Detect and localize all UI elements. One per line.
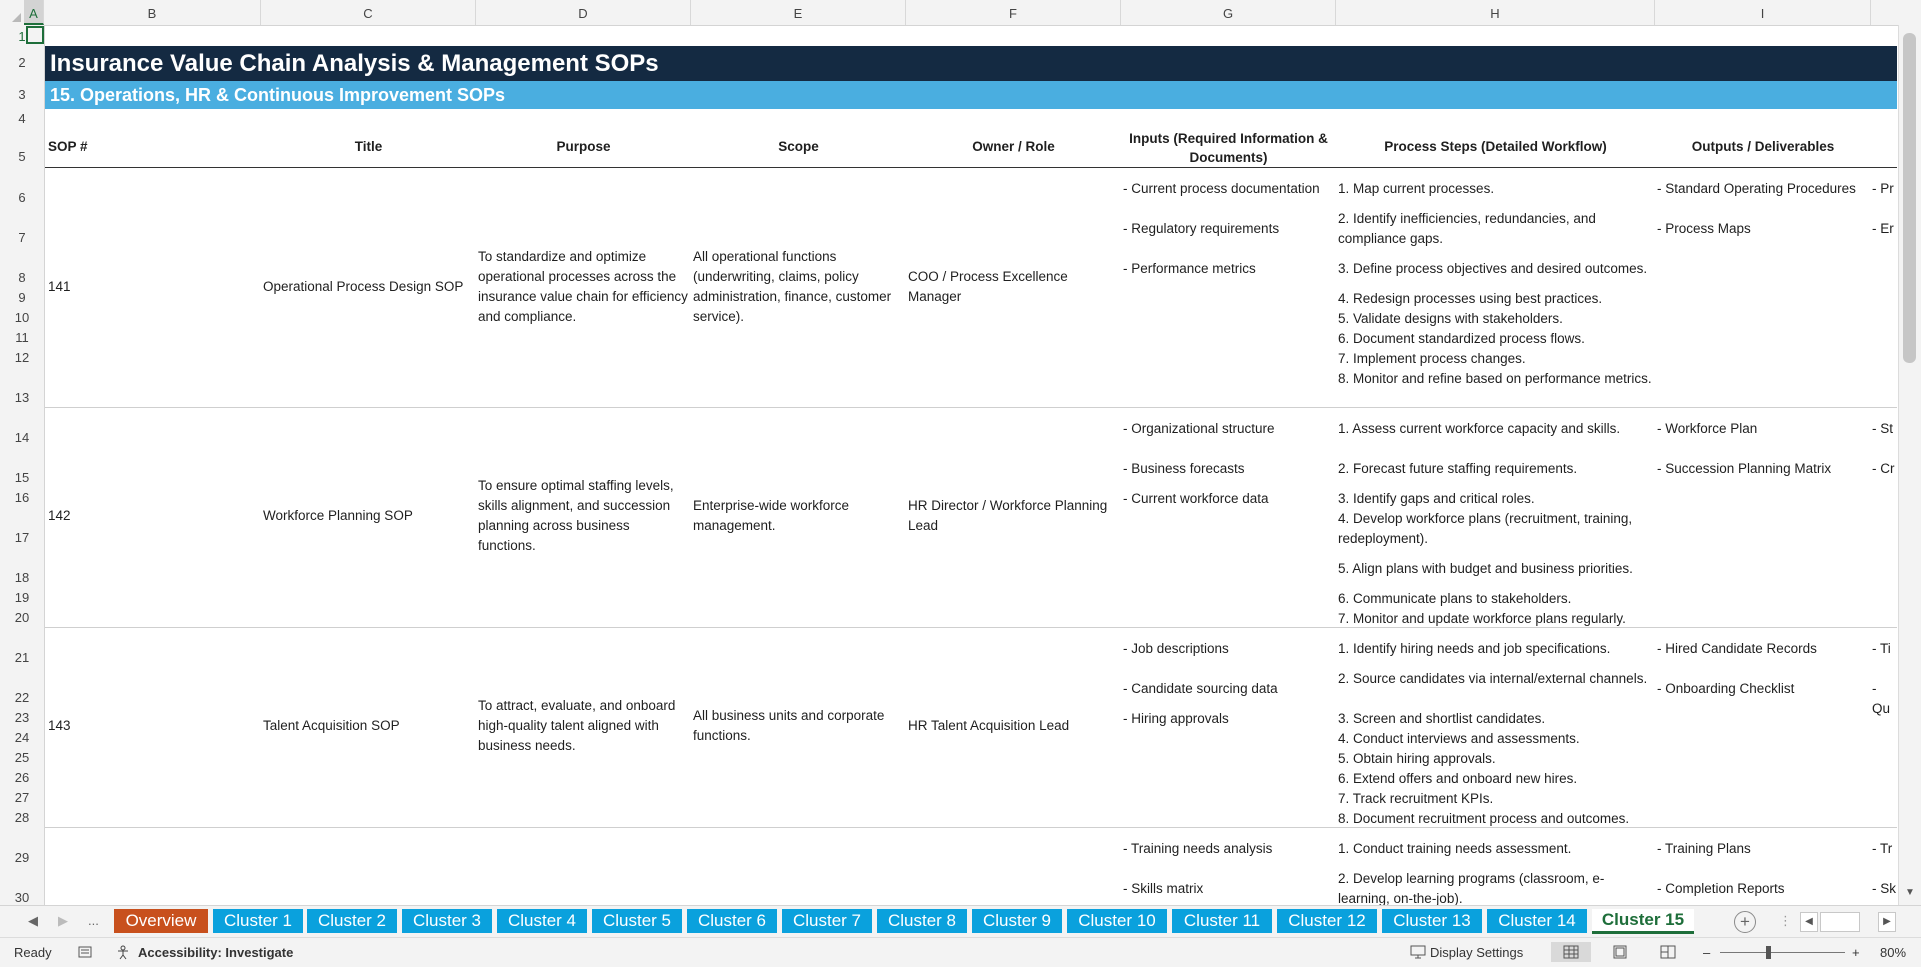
sheet-tab-cluster-9[interactable]: Cluster 9 (972, 909, 1062, 933)
row-header[interactable]: 19 (14, 590, 30, 605)
row-header[interactable]: 12 (14, 350, 30, 365)
row-header[interactable]: 14 (14, 430, 30, 445)
row-header[interactable]: 2 (18, 55, 26, 70)
sop-scope-cell: All business units and corporate functions. (693, 708, 885, 743)
active-cell-a1[interactable] (26, 26, 44, 44)
sop-input-item: - Current process documentation (1123, 181, 1320, 196)
header-inputs: Inputs (Required Information & Documents) (1129, 131, 1328, 165)
sop-number-cell: 141 (48, 279, 71, 294)
sop-title-cell: Talent Acquisition SOP (263, 718, 400, 733)
section-subtitle: 15. Operations, HR & Continuous Improvement SOPs (45, 81, 1897, 109)
sop-input-item: - Job descriptions (1123, 641, 1229, 656)
sheet-tab-cluster-6[interactable]: Cluster 6 (687, 909, 777, 933)
sop-step-item: 4. Develop workforce plans (recruitment, training, redeployment). (1338, 511, 1633, 546)
vertical-scrollbar[interactable] (1898, 25, 1921, 905)
sop-step-item: 1. Identify hiring needs and job specifications. (1338, 641, 1611, 656)
horizontal-scrollbar[interactable] (1820, 912, 1860, 932)
sop-step-item: 7. Implement process changes. (1338, 351, 1526, 366)
vertical-scroll-thumb[interactable] (1903, 33, 1916, 363)
row-header[interactable]: 30 (14, 890, 30, 905)
sop-step-item: 8. Document recruitment process and outcomes. (1338, 811, 1630, 826)
row-header[interactable]: 29 (14, 850, 30, 865)
sop-step-item: 4. Conduct interviews and assessments. (1338, 731, 1580, 746)
header-title: Title (354, 139, 383, 154)
sop-step-item: 1. Map current processes. (1338, 181, 1495, 196)
overflow-cell: - Pr (1872, 181, 1894, 196)
status-bar (0, 937, 1921, 967)
sop-step-item: 2. Forecast future staffing requirements. (1338, 461, 1578, 476)
column-header-a[interactable]: A (24, 0, 44, 25)
sop-step-item: 3. Define process objectives and desired outcomes. (1338, 261, 1648, 276)
tab-scroll-right-icon[interactable]: ▶ (58, 913, 68, 928)
column-header-b[interactable]: B (44, 0, 261, 25)
hscroll-right-arrow-icon[interactable]: ▶ (1878, 912, 1896, 932)
sheet-tab-cluster-5[interactable]: Cluster 5 (592, 909, 682, 933)
macro-record-icon[interactable] (78, 945, 92, 962)
page-layout-icon[interactable] (1600, 942, 1640, 962)
sop-input-item: - Skills matrix (1123, 881, 1204, 896)
row-header[interactable]: 25 (14, 750, 30, 765)
sop-output-item: - Completion Reports (1657, 881, 1785, 896)
header-purpose: Purpose (556, 139, 611, 154)
row-header[interactable]: 8 (18, 270, 26, 285)
sop-input-item: - Training needs analysis (1123, 841, 1273, 856)
header-scope: Scope (778, 139, 819, 154)
sheet-tab-bar (0, 905, 1921, 938)
sop-title-cell: Operational Process Design SOP (263, 279, 464, 294)
column-header-bar (0, 0, 1921, 26)
sop-output-item: - Process Maps (1657, 221, 1751, 236)
zoom-out-button[interactable]: – (1703, 945, 1711, 960)
sop-step-item: 1. Assess current workforce capacity and skills. (1338, 421, 1621, 436)
worksheet-grid[interactable] (45, 26, 1897, 905)
row-header[interactable]: 23 (14, 710, 30, 725)
sheet-tab-cluster-11[interactable]: Cluster 11 (1172, 909, 1272, 933)
sop-step-item: 7. Track recruitment KPIs. (1338, 791, 1494, 806)
accessibility-status[interactable]: Accessibility: Investigate (138, 945, 294, 960)
sheet-tab-cluster-2[interactable]: Cluster 2 (307, 909, 397, 933)
row-header[interactable]: 10 (14, 310, 30, 325)
column-header-c[interactable]: C (261, 0, 476, 25)
tab-split-handle-icon[interactable]: ⋮ (1779, 913, 1792, 928)
sop-number-cell: 142 (48, 508, 71, 523)
sheet-tab-cluster-15[interactable]: Cluster 15 (1592, 909, 1694, 934)
hscroll-left-arrow-icon[interactable]: ◀ (1800, 912, 1818, 932)
sop-step-item: 6. Communicate plans to stakeholders. (1338, 591, 1572, 606)
row-divider (45, 407, 1897, 408)
sheet-tab-cluster-14[interactable]: Cluster 14 (1487, 909, 1587, 933)
header-outputs: Outputs / Deliverables (1691, 139, 1835, 154)
row-header[interactable]: 21 (14, 650, 30, 665)
sop-input-item: - Regulatory requirements (1123, 221, 1280, 236)
sop-step-item: 5. Obtain hiring approvals. (1338, 751, 1496, 766)
zoom-level[interactable]: 80% (1880, 945, 1907, 960)
sop-scope-cell: Enterprise-wide workforce management. (693, 498, 850, 533)
sop-output-item: - Training Plans (1657, 841, 1751, 856)
sop-step-item: 5. Validate designs with stakeholders. (1338, 311, 1563, 326)
sop-input-item: - Hiring approvals (1123, 711, 1229, 726)
sop-owner-cell: HR Talent Acquisition Lead (908, 718, 1070, 733)
sheet-tab-cluster-12[interactable]: Cluster 12 (1277, 909, 1377, 933)
display-settings-button[interactable]: Display Settings (1430, 945, 1524, 960)
sheet-tab-cluster-8[interactable]: Cluster 8 (877, 909, 967, 933)
sop-input-item: - Business forecasts (1123, 461, 1245, 476)
display-settings-icon[interactable] (1410, 945, 1426, 962)
select-all-corner[interactable] (0, 0, 25, 25)
sop-number-cell: 143 (48, 718, 71, 733)
row-header[interactable]: 5 (18, 149, 26, 164)
normal-view-icon[interactable] (1551, 942, 1591, 962)
row-header[interactable]: 26 (14, 770, 30, 785)
column-header-d[interactable]: D (476, 0, 691, 25)
sop-output-item: - Onboarding Checklist (1657, 681, 1795, 696)
sop-scope-cell: All operational functions (underwriting, claims, policy administration, finance, customer service). (693, 249, 892, 324)
overflow-cell: - Qu (1872, 681, 1891, 716)
sop-owner-cell: COO / Process Excellence Manager (908, 269, 1068, 304)
status-ready: Ready (14, 945, 52, 960)
sop-step-item: 3. Identify gaps and critical roles. (1338, 491, 1535, 506)
sop-step-item: 7. Monitor and update workforce plans regularly. (1338, 611, 1626, 626)
scroll-down-arrow-icon[interactable]: ▼ (1905, 887, 1915, 898)
sop-step-item: 2. Source candidates via internal/external channels. (1338, 671, 1648, 686)
sop-step-item: 8. Monitor and refine based on performance metrics. (1338, 371, 1652, 386)
header-sop-number: SOP # (48, 139, 88, 154)
row-header[interactable]: 27 (14, 790, 30, 805)
row-header[interactable]: 17 (14, 530, 30, 545)
row-header[interactable]: 20 (14, 610, 30, 625)
sheet-tab-cluster-4[interactable]: Cluster 4 (497, 909, 587, 933)
sheet-tab-overview[interactable]: Overview (114, 909, 208, 933)
tab-scroll-left-icon[interactable]: ◀ (28, 913, 38, 928)
row-header[interactable]: 28 (14, 810, 30, 825)
sheet-tab-cluster-13[interactable]: Cluster 13 (1382, 909, 1482, 933)
sop-step-item: 2. Identify inefficiencies, redundancies, and compliance gaps. (1338, 211, 1596, 246)
column-header-i[interactable]: I (1655, 0, 1871, 25)
row-divider (45, 827, 1897, 828)
header-owner-role: Owner / Role (972, 139, 1055, 154)
row-header[interactable]: 1 (18, 29, 26, 44)
accessibility-icon[interactable] (116, 945, 132, 963)
row-header[interactable]: 13 (14, 390, 30, 405)
sop-step-item: 2. Develop learning programs (classroom, e-learning, on-the-job). (1338, 871, 1605, 905)
sop-input-item: - Performance metrics (1123, 261, 1256, 276)
sop-step-item: 1. Conduct training needs assessment. (1338, 841, 1572, 856)
sop-output-item: - Workforce Plan (1657, 421, 1758, 436)
sop-step-item: 6. Extend offers and onboard new hires. (1338, 771, 1578, 786)
row-header[interactable]: 24 (14, 730, 30, 745)
sheet-tab-cluster-3[interactable]: Cluster 3 (402, 909, 492, 933)
row-header[interactable]: 16 (14, 490, 30, 505)
sop-step-item: 3. Screen and shortlist candidates. (1338, 711, 1546, 726)
sop-output-item: - Standard Operating Procedures (1657, 181, 1856, 196)
row-header[interactable]: 18 (14, 570, 30, 585)
tab-more-button[interactable]: ... (88, 913, 99, 928)
sheet-tab-cluster-7[interactable]: Cluster 7 (782, 909, 872, 933)
row-header[interactable]: 4 (18, 111, 26, 126)
column-header-f[interactable]: F (906, 0, 1121, 25)
row-header[interactable]: 3 (18, 87, 26, 102)
overflow-cell: - Cr (1872, 461, 1895, 476)
sop-input-item: - Candidate sourcing data (1123, 681, 1278, 696)
sop-purpose-cell: To standardize and optimize operational processes across the insurance value chain for efficiency and compliance. (478, 249, 688, 324)
row-header[interactable]: 9 (18, 290, 26, 305)
sheet-title: Insurance Value Chain Analysis & Management SOPs (45, 46, 1897, 81)
row-header[interactable]: 6 (18, 190, 26, 205)
overflow-cell: - St (1872, 421, 1894, 436)
sheet-tab-cluster-1[interactable]: Cluster 1 (213, 909, 303, 933)
row-header[interactable]: 22 (14, 690, 30, 705)
row-header[interactable]: 15 (14, 470, 30, 485)
column-header-g[interactable]: G (1121, 0, 1336, 25)
overflow-cell: - Ti (1872, 641, 1891, 656)
sheet-tab-cluster-10[interactable]: Cluster 10 (1067, 909, 1167, 933)
sop-owner-cell: HR Director / Workforce Planning Lead (908, 498, 1108, 533)
sop-step-item: 4. Redesign processes using best practices. (1338, 291, 1603, 306)
row-header[interactable]: 7 (18, 230, 26, 245)
row-header-bar (0, 25, 45, 905)
sop-step-item: 5. Align plans with budget and business priorities. (1338, 561, 1633, 576)
sop-input-item: - Organizational structure (1123, 421, 1275, 436)
page-break-icon[interactable] (1648, 942, 1688, 962)
row-divider (45, 627, 1897, 628)
overflow-cell: - Tr (1872, 841, 1893, 856)
sop-purpose-cell: To ensure optimal staffing levels, skills alignment, and succession planning across business functions. (478, 478, 674, 553)
row-header[interactable]: 11 (15, 330, 29, 345)
overflow-cell: - Sk (1872, 881, 1897, 896)
sop-input-item: - Current workforce data (1123, 491, 1269, 506)
sop-step-item: 6. Document standardized process flows. (1338, 331, 1585, 346)
zoom-in-button[interactable]: + (1852, 945, 1860, 960)
sop-output-item: - Hired Candidate Records (1657, 641, 1817, 656)
sop-purpose-cell: To attract, evaluate, and onboard high-quality talent aligned with business needs. (478, 698, 676, 753)
sop-title-cell: Workforce Planning SOP (263, 508, 413, 523)
overflow-cell: - Er (1872, 221, 1894, 236)
sop-output-item: - Succession Planning Matrix (1657, 461, 1832, 476)
header-border (45, 167, 1897, 168)
column-header-e[interactable]: E (691, 0, 906, 25)
header-process-steps: Process Steps (Detailed Workflow) (1384, 139, 1607, 154)
zoom-slider[interactable] (1720, 952, 1845, 953)
new-sheet-button[interactable]: + (1734, 911, 1756, 933)
column-header-h[interactable]: H (1336, 0, 1655, 25)
zoom-slider-thumb[interactable] (1766, 946, 1771, 959)
